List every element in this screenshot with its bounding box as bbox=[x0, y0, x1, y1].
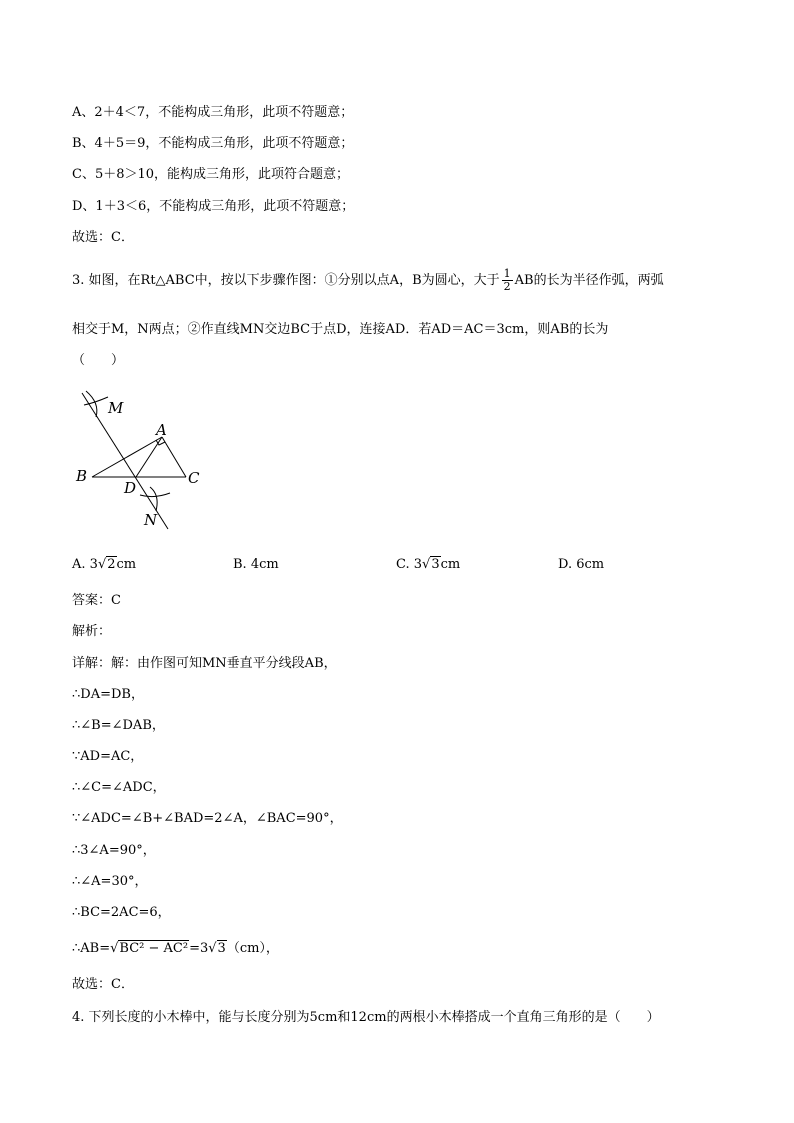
q3-step-9: ∴BC=2AC=6， bbox=[72, 905, 171, 920]
label-a: A bbox=[156, 421, 167, 439]
q3-step-6: ∵∠ADC=∠B+∠BAD=2∠A，∠BAC=90°， bbox=[72, 811, 343, 826]
label-c: C bbox=[188, 469, 200, 487]
q3-stem-part1: 3. 如图，在Rt△ABC中，按以下步骤作图：①分别以点A，B为圆心，大于 bbox=[72, 273, 500, 288]
q3-choice-b: B. 4cm bbox=[233, 557, 279, 572]
q3-stem-line1 bbox=[72, 268, 664, 293]
q3-fraction: $\frac{1}{2}$ bbox=[503, 267, 511, 293]
q3-step-2: ∴DA=DB， bbox=[72, 687, 144, 702]
q3-stem-line2: 相交于M，N两点；②作直线MN交边BC于点D，连接AD．若AD＝AC＝3cm，则AB的长为 bbox=[72, 322, 609, 337]
q4-stem: 4. 下列长度的小木棒中，能与长度分别为5cm和12cm的两根小木棒搭成一个直角三角形的是（ ） bbox=[72, 1010, 660, 1025]
q3-choice-c: C. 3√3cm bbox=[396, 557, 461, 572]
q3-step-5: ∴∠C=∠ADC， bbox=[72, 780, 166, 795]
q3-choice-d: D. 6cm bbox=[558, 557, 605, 572]
q2-option-c: C、5＋8＞10，能构成三角形，此项符合题意； bbox=[72, 167, 350, 182]
q3-choice-a: A. 3√2cm bbox=[72, 557, 137, 572]
q3-figure bbox=[70, 383, 210, 538]
q3-step-3: ∴∠B=∠DAB， bbox=[72, 718, 165, 733]
label-n: N bbox=[144, 511, 158, 529]
segment-ac bbox=[162, 437, 186, 477]
q3-step-7: ∴3∠A=90°， bbox=[72, 843, 156, 858]
q2-answer: 故选：C． bbox=[72, 230, 134, 245]
label-d: D bbox=[124, 479, 137, 497]
q3-paren: （ ） bbox=[72, 353, 125, 368]
q3-step-10: ∴AB=√BC² − AC²=3√3（cm）， bbox=[72, 941, 279, 956]
arc-n-2 bbox=[150, 487, 157, 511]
q3-answer: 答案：C bbox=[72, 593, 121, 608]
q2-option-a: A、2＋4＜7，不能构成三角形，此项不符题意； bbox=[72, 105, 354, 120]
q2-option-d: D、1＋3＜6，不能构成三角形，此项不符题意； bbox=[72, 199, 355, 214]
q3-step-8: ∴∠A=30°， bbox=[72, 874, 148, 889]
line-mn bbox=[82, 393, 168, 529]
q3-final: 故选：C． bbox=[72, 977, 134, 992]
q3-step-1: 详解：解：由作图可知MN垂直平分线段AB， bbox=[72, 656, 337, 671]
label-b: B bbox=[76, 467, 88, 485]
q3-analysis-label: 解析： bbox=[72, 624, 112, 639]
q3-step-4: ∵AD=AC， bbox=[72, 749, 144, 764]
segment-ab bbox=[92, 437, 162, 477]
label-m: M bbox=[108, 399, 124, 417]
q2-option-b: B、4＋5＝9，不能构成三角形，此项不符题意； bbox=[72, 136, 354, 151]
q3-stem-part2: AB的长为半径作弧，两弧 bbox=[514, 273, 664, 288]
